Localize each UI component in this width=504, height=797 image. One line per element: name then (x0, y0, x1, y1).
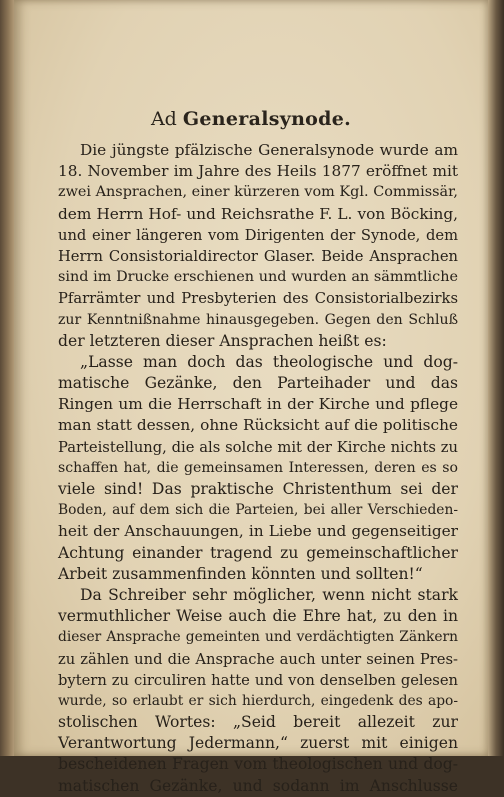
text-line: Pfarrämter und Presbyterien des Consistorialbezirks (58, 290, 458, 308)
text-line: wurde, so erlaubt er sich hierdurch, eingedenk des apo- (58, 692, 458, 709)
text-line: der letzteren dieser Ansprachen heißt es: (58, 331, 387, 350)
text-line: vermuthlicher Weise auch die Ehre hat, zu den in (58, 607, 458, 626)
text-line: dieser Ansprache gemeinten und verdächtigten Zänkern (58, 629, 458, 646)
text-line: zu zählen und die Ansprache auch unter seinen Pres- (58, 650, 458, 668)
text-line: Ringen um die Herrschaft in der Kirche und pflege (58, 395, 458, 414)
text-line: Achtung einander tragend zu gemeinschaftlicher (58, 543, 458, 562)
text-line: schaffen hat, die gemeinsamen Interessen, deren es so (58, 459, 458, 476)
text-line: zwei Ansprachen, einer kürzeren vom Kgl. Commissär, (58, 184, 458, 201)
body-text (58, 140, 458, 797)
heading-prefix: Ad (150, 108, 177, 130)
text-line: bescheidenen Fragen vom theologischen und dog- (58, 755, 458, 774)
text-line: dem Herrn Hof- und Reichsrathe F. L. von Böcking, (58, 204, 458, 223)
text-line: Arbeit zusammenfinden könnten und sollten!“ (58, 564, 423, 583)
text-line: Boden, auf dem sich die Parteien, bei aller Verschieden- (58, 502, 458, 519)
text-line: matische Gezänke, den Parteihader und das (58, 374, 458, 393)
text-line: 18. November im Jahre des Heils 1877 eröffnet mit (58, 162, 458, 181)
text-line: stolischen Wortes: „Seid bereit allezeit zur (58, 713, 458, 732)
text-line: und einer längeren vom Dirigenten der Synode, dem (58, 226, 458, 244)
text-line: sind im Drucke erschienen und wurden an sämmtliche (58, 269, 458, 286)
heading-title: Generalsynode. (182, 108, 352, 130)
text-line: Verantwortung Jedermann,“ zuerst mit einigen (58, 734, 458, 753)
text-line: Parteistellung, die als solche mit der Kirche nichts zu (58, 438, 458, 456)
page-heading (14, 108, 488, 130)
text-line: viele sind! Das praktische Christenthum sei der (58, 480, 458, 498)
text-line: man statt dessen, ohne Rücksicht auf die politische (58, 416, 458, 435)
text-line: matischen Gezänke, und sodann im Anschlusse (58, 776, 458, 795)
book-page (14, 0, 488, 795)
text-line: bytern zu circuliren hatte und von denselben gelesen (58, 671, 458, 689)
text-line: heit der Anschauungen, in Liebe und gegenseitiger (58, 522, 458, 541)
page-edge-shadow (488, 0, 504, 756)
text-line: zur Kenntnißnahme hinausgegeben. Gegen den Schluß (58, 311, 458, 328)
text-line: Die jüngste pfälzische Generalsynode wurde am (80, 141, 458, 159)
text-line: Da Schreiber sehr möglicher, wenn nicht stark (80, 585, 458, 604)
text-line: Herrn Consistorialdirector Glaser. Beide Ansprachen (58, 247, 458, 265)
text-line: „Lasse man doch das theologische und dog- (80, 352, 458, 371)
